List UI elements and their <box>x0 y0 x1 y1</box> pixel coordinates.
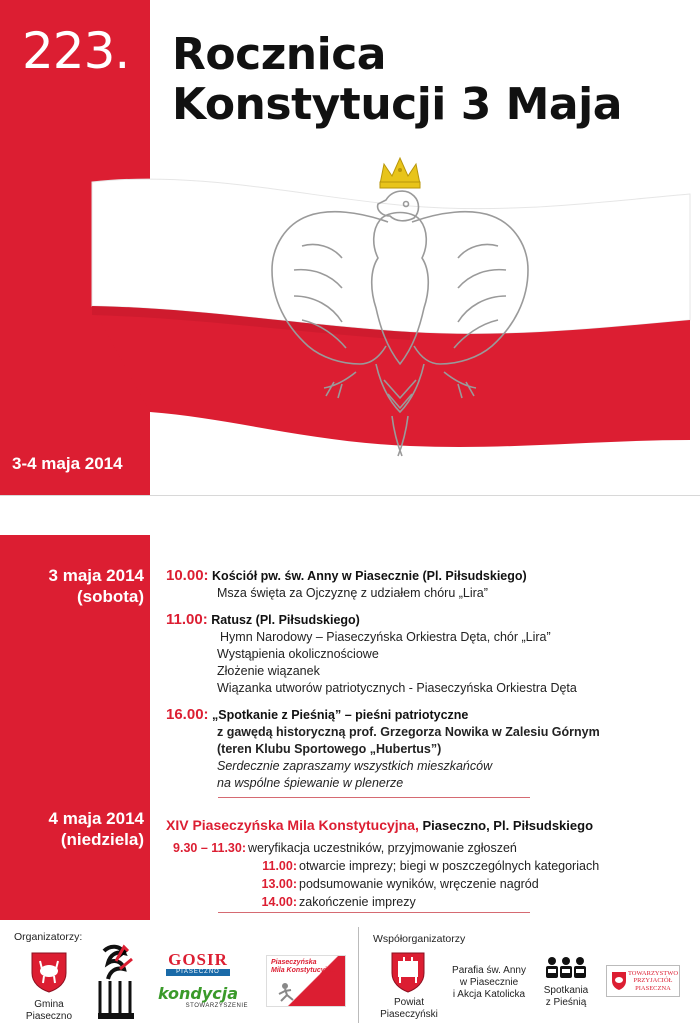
event-time: 16.00: <box>166 706 209 723</box>
mila-title <box>166 817 593 834</box>
schedule-time: 9.30 – 11.30: <box>173 841 246 855</box>
gosir-logo <box>166 951 230 976</box>
schedule-row <box>166 839 686 857</box>
mila-badge-text: Piaseczyńska Mila Konstytucyjna <box>271 959 335 974</box>
powiat-crest-icon <box>390 951 426 993</box>
event-block <box>166 611 577 697</box>
title-line-2: Konstytucji 3 Maja <box>172 79 622 130</box>
event-line: Msza święta za Ojczyznę z udziałem chóru „Lira” <box>217 586 488 600</box>
schedule-row <box>166 857 686 875</box>
event-line: Wystąpienia okolicznościowe <box>217 647 379 661</box>
gosir-text: GOSIR <box>168 950 228 969</box>
program-section <box>0 535 700 920</box>
co-organizers-label: Współorganizatorzy <box>373 933 466 945</box>
culture-center-logo-icon <box>90 941 146 1023</box>
spotkania-caption: Spotkania z Pieśnią <box>543 985 589 1008</box>
sponsors-footer <box>0 925 700 1031</box>
divider <box>218 797 530 798</box>
schedule-text: otwarcie imprezy; biegi w poszczególnych kategoriach <box>299 859 600 873</box>
day2-weekday: (niedziela) <box>60 830 144 849</box>
schedule-time: 14.00: <box>261 895 297 909</box>
mila-schedule <box>166 839 686 911</box>
event-line: Hymn Narodowy – Piaseczyńska Orkiestra Dęta, chór „Lira” <box>220 630 551 644</box>
event-time: 10.00: <box>166 567 209 584</box>
kondycja-logo <box>142 985 254 1009</box>
organizers-label: Organizatorzy: <box>14 931 83 943</box>
event-block <box>166 706 600 792</box>
parafia-caption: Parafia św. Anny w Piasecznie i Akcja Katolicka <box>452 965 526 1000</box>
footer-divider <box>358 927 359 1023</box>
event-time: 11.00: <box>166 611 208 628</box>
mila-event-name: XIV Piaseczyńska Mila Konstytucyjna, <box>166 817 419 833</box>
runner-icon <box>275 982 309 1002</box>
towarzystwo-text: TOWARZYSTWO PRZYJACIÓŁ PIASECZNA <box>627 969 679 992</box>
gosir-sub: PIASECZNO <box>166 969 230 976</box>
event-line: Złożenie wiązanek <box>217 664 320 678</box>
polish-flag-with-eagle <box>80 150 700 470</box>
schedule-row <box>166 893 686 911</box>
towarzystwo-logo <box>606 965 680 997</box>
schedule-time: 11.00: <box>262 859 297 873</box>
anniversary-number: 223. <box>22 22 130 80</box>
event-line: na wspólne śpiewanie w plenerze <box>217 776 404 790</box>
event-date-range: 3-4 maja 2014 <box>12 454 123 473</box>
event-place: „Spotkanie z Pieśnią” – pieśni patriotyczne <box>212 708 469 722</box>
event-place: Ratusz (Pl. Piłsudskiego) <box>211 613 360 627</box>
event-line: z gawędą historyczną prof. Grzegorza Nowika w Zalesiu Górnym <box>217 725 600 739</box>
schedule-text: podsumowanie wyników, wręczenie nagród <box>299 877 539 891</box>
poster-title <box>172 30 622 130</box>
event-line: Wiązanka utworów patriotycznych - Piaseczyńska Orkiestra Dęta <box>217 681 577 695</box>
powiat-caption: Powiat Piaseczyński <box>380 997 438 1020</box>
poster-banner <box>0 0 700 496</box>
day1-date: 3 maja 2014 <box>48 566 144 585</box>
day2-date: 4 maja 2014 <box>48 809 144 828</box>
gmina-crest-icon <box>30 951 68 993</box>
schedule-time: 13.00: <box>261 877 297 891</box>
towarzystwo-crest-icon <box>611 971 627 991</box>
title-line-1: Rocznica <box>172 29 386 80</box>
divider <box>218 912 530 913</box>
event-place: Kościół pw. św. Anny w Piasecznie (Pl. Piłsudskiego) <box>212 569 527 583</box>
event-line: (teren Klubu Sportowego „Hubertus”) <box>217 742 442 756</box>
mila-badge-logo <box>266 955 346 1007</box>
crown-icon <box>380 158 420 188</box>
singers-icon <box>544 955 588 979</box>
kondycja-sub: STOWARZYSZENIE <box>185 1003 248 1009</box>
event-line: Serdecznie zapraszamy wszystkich mieszkańców <box>217 759 493 773</box>
flag-white-band <box>92 179 690 334</box>
gmina-caption: Gmina Piaseczno <box>25 999 73 1022</box>
schedule-text: weryfikacja uczestników, przyjmowanie zgłoszeń <box>248 841 517 855</box>
kondycja-text: kondycja <box>157 984 239 1003</box>
event-block <box>166 567 527 602</box>
day1-weekday: (sobota) <box>76 587 144 606</box>
schedule-text: zakończenie imprezy <box>299 895 416 909</box>
mila-event-place: Piaseczno, Pl. Piłsudskiego <box>418 818 594 833</box>
schedule-row <box>166 875 686 893</box>
